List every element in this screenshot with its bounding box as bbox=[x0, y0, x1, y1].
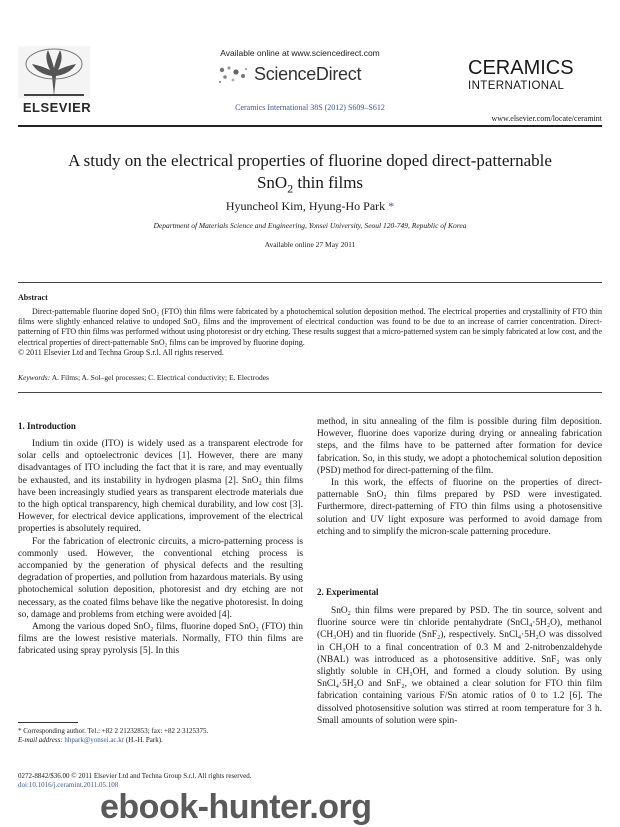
right-column-body bbox=[317, 416, 602, 538]
journal-reference-link[interactable]: Ceramics International 38S (2012) S609–S612 bbox=[235, 103, 385, 112]
keywords-bottom-rule bbox=[18, 392, 602, 393]
abstract-text: Direct-patternable fluorine doped SnO₂ (FTO) thin films were fabricated by a photochemical solution deposition method. The electrical properties and crystallinity of FTO thin films were slightly enhanced relative to undoped SnO₂ films and the improvement of electrical conduction was found to be due to an increase of carrier concentration. Direct-patterning of FTO thin films was performed without using photoresist or dry etching. These results suggest that a micro-patterned system can be simply fabricated at low cost, and the electrical properties of direct-patternable SnO₂ films can be improved by fluorine doping. bbox=[18, 307, 602, 347]
abstract-copyright: © 2011 Elsevier Ltd and Techna Group S.r.l. All rights reserved. bbox=[18, 347, 224, 357]
abstract-top-rule bbox=[18, 282, 602, 283]
header-rule bbox=[18, 125, 602, 127]
email-link[interactable]: hhpark@yonsei.ac.kr bbox=[64, 736, 125, 744]
journal-title: CERAMICS bbox=[468, 57, 574, 79]
authors: Hyuncheol Kim, Hyung-Ho Park * bbox=[225, 199, 395, 213]
journal-subtitle: INTERNATIONAL bbox=[468, 80, 565, 92]
email-line: E-mail address: hhpark@yonsei.ac.kr (H.-H. Park). bbox=[18, 736, 163, 744]
issn-line: 0272-8842/$36.00 © 2011 Elsevier Ltd and Techna Group S.r.l. All rights reserved. bbox=[18, 772, 252, 780]
watermark: ebook-hunter.org bbox=[100, 788, 372, 826]
body-paragraph: SnO₂ thin films were prepared by PSD. The tin source, solvent and fluorine source were tin chloride pentahydrate (SnCl₄·5H₂O), methanol (CH₃OH) and tin fluoride (SnF₂), respectively. SnCl₄·5H₂O was dissolved in CH₃OH to a final concentration of 0.3 M and 2-nitrobenzaldehyde (NBAL) was introduced as a photosensitive additive. SnF₂ was only slightly soluble in CH₃OH, and formed a cloudy solution. By using SnCl₄·5H₂O and SnF₂, we obtained a clear solution for FTO thin film fabrication containing various F/Sn atomic ratios of 0 to 1.2 [6]. The dissolved photosensitive solution was stirred at room temperature for 3 h. Small amounts of solution were spin- bbox=[317, 606, 602, 726]
available-online-text: Available online at www.sciencedirect.com bbox=[220, 48, 380, 58]
article-title: A study on the electrical properties of fluorine doped direct-patternable SnO$_2$ thin films bbox=[68, 151, 552, 196]
corresponding-author-note: * Corresponding author. Tel.: +82 2 21232853; fax: +82 2 3125375. bbox=[18, 727, 209, 735]
intro-paragraph: Indium tin oxide (ITO) is widely used as a transparent electrode for solar cells and optoelectronic devices [1]. However, there are many disadvantages of ITO including the fact that it is rare, and may eventually be exhausted, and its instability in hydrogen plasma [2]. SnO₂ thin films have been increasingly studied years as transparent electrode materials due to the high optical transparency, high chemical durability, and low cost [3]. However, for electrical device applications, improvement of the electrical properties is absolutely required. bbox=[18, 439, 303, 535]
experimental-body bbox=[317, 605, 602, 727]
intro-paragraph: For the fabrication of electronic circuits, a micro-patterning process is commonly used. However, the conventional etching process is accompanied by the generation of physical defects and the resulting degradation of properties, and pollution from hazardous materials. By using photochemical solution deposition, photoresist and dry etching are not necessary, as the coated films behave like the negative photoresist. In doing so, damage and problems from etching were avoided [4]. bbox=[18, 536, 303, 620]
available-date: Available online 27 May 2011 bbox=[264, 240, 356, 249]
sciencedirect-dots-icon bbox=[216, 64, 252, 86]
footnote bbox=[18, 727, 303, 745]
sciencedirect-logo: ScienceDirect bbox=[254, 64, 362, 84]
section-heading-introduction: 1. Introduction bbox=[18, 421, 76, 431]
keywords: Keywords: A. Films; A. Sol–gel processes; C. Electrical conductivity; E. Electrodes bbox=[18, 373, 269, 382]
doi-link[interactable]: doi:10.1016/j.ceramint.2011.05.108 bbox=[18, 781, 119, 789]
publisher-name: ELSEVIER bbox=[22, 100, 92, 115]
section-heading-experimental: 2. Experimental bbox=[317, 587, 379, 597]
body-paragraph: method, in situ annealing of the film is possible during film deposition. However, fluorine does vaporize during drying or annealing fabrication steps, and the films have to be patterned after formation for device fabrication. So, in this study, we adopt a photochemical solution deposition (PSD) method for direct-patterning of the film. bbox=[317, 417, 602, 476]
abstract-body bbox=[18, 307, 602, 358]
abstract-heading: Abstract bbox=[18, 293, 48, 302]
journal-url-link[interactable]: www.elsevier.com/locate/ceramint bbox=[491, 114, 602, 123]
footnote-rule bbox=[18, 722, 78, 723]
introduction-body bbox=[18, 438, 303, 658]
intro-paragraph: Among the various doped SnO₂ films, fluorine doped SnO₂ (FTO) thin films are the lowest resistive materials. Normally, FTO thin films are fabricated using spray pyrolysis [5]. In this bbox=[18, 622, 303, 657]
corresponding-author-mark[interactable]: * bbox=[388, 199, 395, 213]
affiliation: Department of Materials Science and Engineering, Yonsei University, Seoul 120-749, Republic of Korea bbox=[153, 221, 467, 230]
body-paragraph: In this work, the effects of fluorine on the properties of direct-patternable SnO₂ thin films prepared by PSD were investigated. Furthermore, direct-patterning of FTO thin films using a photosensitive solution and UV light exposure was performed to avoid damage from etching and to simplify the micron-scale patterning procedure. bbox=[317, 478, 602, 537]
